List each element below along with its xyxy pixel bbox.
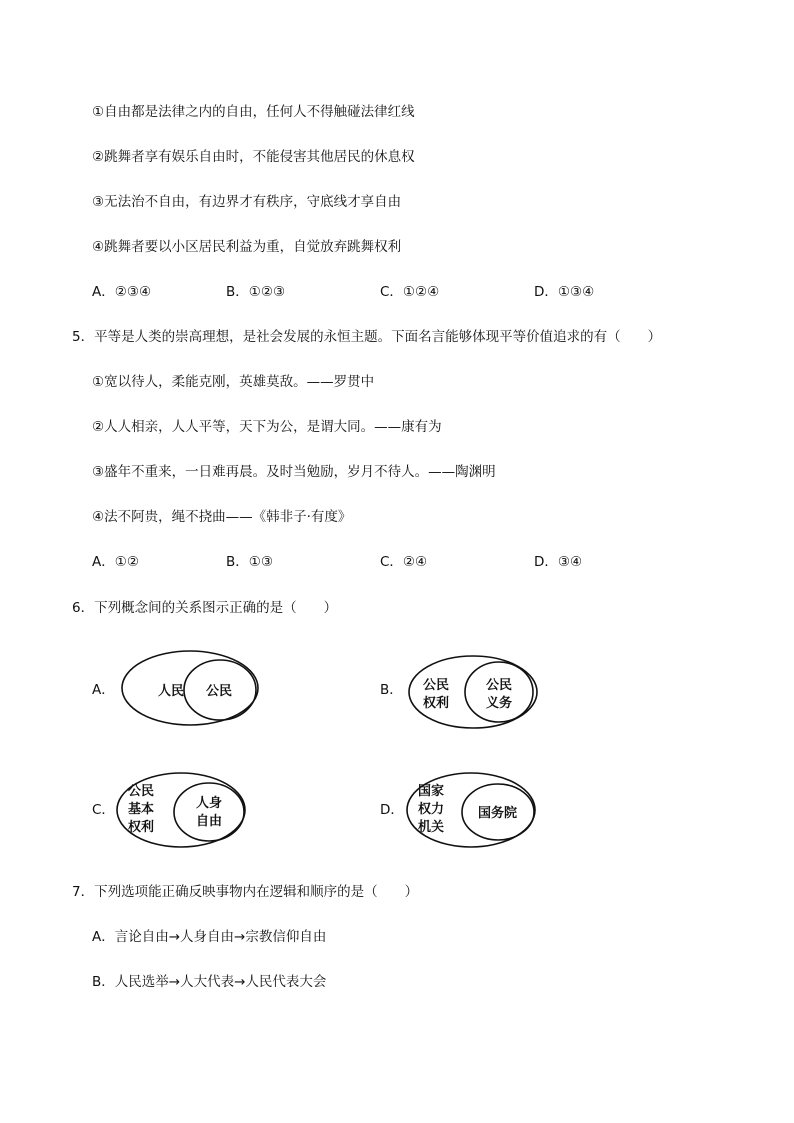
q7-question: 7．下列选项能正确反映事物内在逻辑和顺序的是（ ） [72,884,419,900]
q6-a-outer-line-1: 人民 [158,684,185,699]
q6-c-outer-line-2: 基本 [128,802,155,817]
q5-statement-4: ④法不阿贵，绳不挠曲——《韩非子·有度》 [92,509,352,525]
q4-option-d[interactable]: D．①③④ [534,284,595,300]
q5-statement-1: ①宽以待人，柔能克刚，英雄莫敌。——罗贯中 [92,374,375,390]
q6-d-outer-line-3: 机关 [418,820,445,835]
q7-option-a[interactable]: A．言论自由→人身自由→宗教信仰自由 [92,929,327,945]
outer-ellipse [122,651,258,725]
q5-option-d[interactable]: D．③④ [534,554,583,570]
q6-question: 6．下列概念间的关系图示正确的是（ ） [72,600,338,616]
q5-question: 5．平等是人类的崇高理想，是社会发展的永恒主题。下面名言能够体现平等价值追求的有（ ） [72,329,662,345]
q5-statement-2: ②人人相亲，人人平等，天下为公，是谓大同。——康有为 [92,419,442,435]
q4-statement-4: ④跳舞者要以小区居民利益为重，自觉放弃跳舞权利 [92,239,402,255]
q5-option-a[interactable]: A．①② [92,554,139,570]
q6-d-outer-line-1: 国家 [418,784,445,799]
q4-option-c[interactable]: C．①②④ [380,284,440,300]
q6-option-b-label[interactable]: B． [380,682,403,698]
q6-d-inner-line-1: 国务院 [478,806,518,821]
q7-option-b[interactable]: B．人民选举→人大代表→人民代表大会 [92,974,327,990]
q6-c-inner-line-2: 自由 [196,814,223,829]
q6-c-inner-line-1: 人身 [196,796,223,811]
q6-option-a-label[interactable]: A． [92,682,115,698]
q6-b-outer-line-2: 权利 [423,696,450,711]
q6-a-inner-line-1: 公民 [206,684,233,699]
q6-diagram-b [406,652,546,732]
q4-statement-1: ①自由都是法律之内的自由，任何人不得触碰法律红线 [92,104,415,120]
q4-statement-3: ③无法治不自由，有边界才有秩序，守底线才享自由 [92,194,402,210]
q6-option-c-label[interactable]: C． [92,802,115,818]
q5-option-c[interactable]: C．②④ [380,554,428,570]
q4-statement-2: ②跳舞者享有娱乐自由时，不能侵害其他居民的休息权 [92,149,415,165]
q6-diagram-d [404,770,544,850]
q6-c-outer-line-1: 公民 [128,784,155,799]
q6-b-inner-line-1: 公民 [486,678,513,693]
q6-diagram-a [120,648,270,728]
q6-option-d-label[interactable]: D． [380,802,404,818]
q4-option-b[interactable]: B．①②③ [226,284,286,300]
q6-c-outer-line-3: 权利 [128,820,155,835]
q4-option-a[interactable]: A．②③④ [92,284,152,300]
q5-statement-3: ③盛年不重来，一日难再晨。及时当勉励，岁月不待人。——陶渊明 [92,464,496,480]
inner-ellipse [174,783,244,841]
q6-b-outer-line-1: 公民 [423,678,450,693]
q6-d-outer-line-2: 权力 [418,802,445,817]
q5-option-b[interactable]: B．①③ [226,554,273,570]
q6-b-inner-line-2: 义务 [486,696,513,711]
q6-diagram-c [114,770,254,850]
